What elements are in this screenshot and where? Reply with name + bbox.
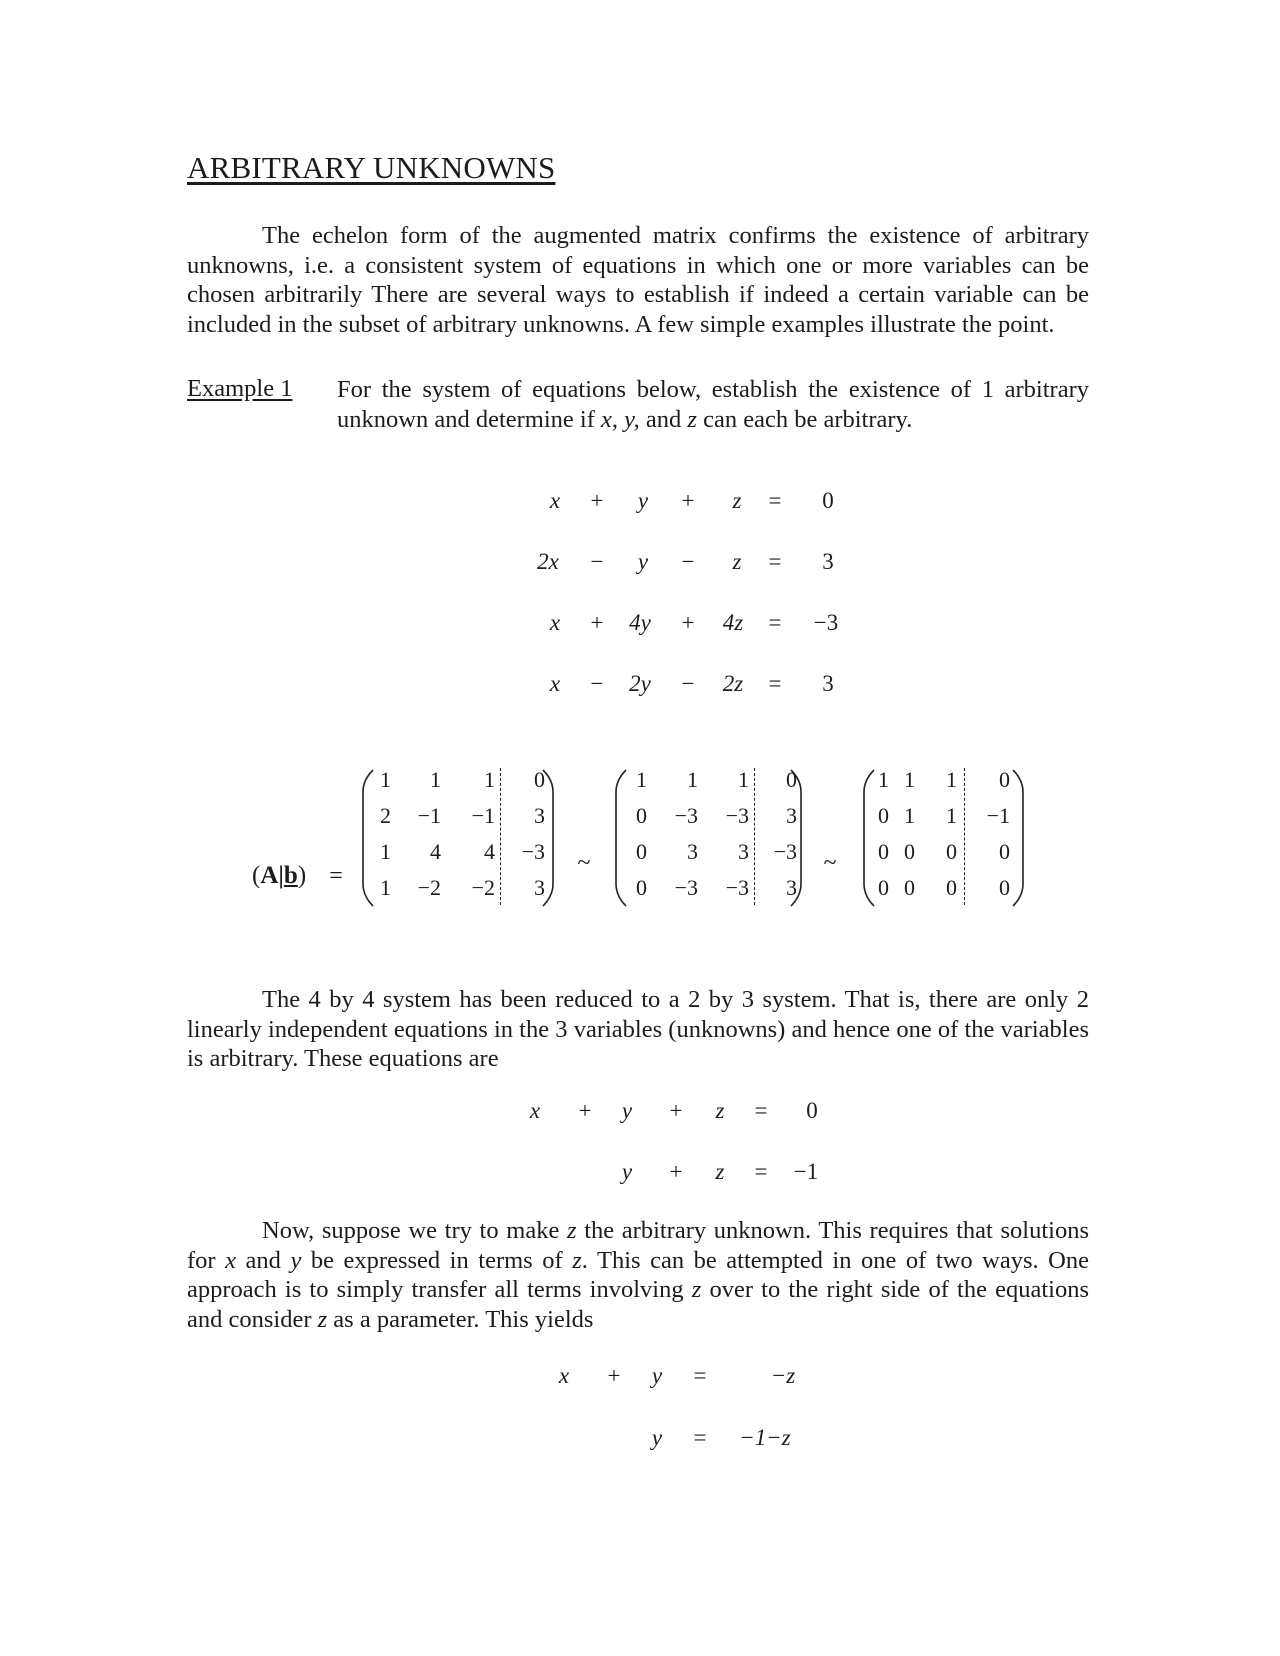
term: 4z bbox=[722, 610, 744, 635]
equals: = bbox=[754, 1159, 768, 1184]
matrix-cell: −3 bbox=[773, 839, 797, 864]
operator: + bbox=[607, 1363, 621, 1388]
rhs: −z bbox=[770, 1363, 796, 1388]
matrix-cell: 0 bbox=[786, 767, 797, 792]
matrix-cell: 0 bbox=[904, 875, 915, 900]
operator: + bbox=[681, 610, 695, 635]
matrix-cell: −3 bbox=[725, 803, 749, 828]
matrix-cell: 3 bbox=[786, 803, 797, 828]
matrix-cell: −2 bbox=[417, 875, 441, 900]
term: x bbox=[558, 1363, 570, 1388]
term: 4y bbox=[629, 610, 651, 635]
equals: = bbox=[768, 549, 782, 574]
row-equivalent-tilde: ~ bbox=[823, 850, 837, 876]
matrix-cell: 3 bbox=[786, 875, 797, 900]
equals: = bbox=[768, 610, 782, 635]
arbitrary-z-paragraph: Now, suppose we try to make z the arbitrary unknown. This requires that solutions for x and y be expressed in terms of z. This can be attempted in one of two ways. One approach is to simply transfer all terms involving z over to the right side of the equations and consider z as a parameter. This yields bbox=[187, 1217, 1089, 1333]
matrix-cell: −1 bbox=[471, 803, 495, 828]
augmented-matrix-label: (A|b) bbox=[252, 862, 307, 889]
term: y bbox=[651, 1363, 663, 1388]
matrix-cell: 1 bbox=[430, 767, 441, 792]
matrix-cell: 0 bbox=[878, 839, 889, 864]
matrix-cell: 1 bbox=[904, 803, 915, 828]
operator: + bbox=[590, 488, 604, 513]
example-text: For the system of equations below, establish the existence of 1 arbitrary unknown and determine if x, y, and z can each be arbitrary. bbox=[337, 376, 1089, 433]
matrix-cell: 0 bbox=[946, 839, 957, 864]
operator: − bbox=[590, 549, 604, 574]
term: x bbox=[549, 488, 561, 513]
intro-paragraph: The echelon form of the augmented matrix confirms the existence of arbitrary unknowns, i.e. a consistent system of equations in which one or more variables can be chosen arbitrarily There are several ways to establish if indeed a certain variable can be included in the subset of arbitrary unknowns. A few simple examples illustrate the point. bbox=[187, 222, 1089, 338]
augment-divider bbox=[500, 768, 501, 905]
matrix-cell: 1 bbox=[380, 875, 391, 900]
equals: = bbox=[754, 1098, 768, 1123]
matrix-cell: 0 bbox=[534, 767, 545, 792]
matrix-cell: 2 bbox=[380, 803, 391, 828]
term: z bbox=[732, 549, 742, 574]
left-paren bbox=[362, 768, 376, 908]
matrix-cell: −2 bbox=[471, 875, 495, 900]
matrix-cell: 1 bbox=[738, 767, 749, 792]
operator: + bbox=[669, 1098, 683, 1123]
matrix-cell: 0 bbox=[946, 875, 957, 900]
matrix-cell: 1 bbox=[946, 767, 957, 792]
equals: = bbox=[693, 1363, 707, 1388]
term: x bbox=[529, 1098, 541, 1123]
rhs: 0 bbox=[822, 488, 834, 513]
rhs: −1−z bbox=[739, 1425, 791, 1450]
matrix-cell: 0 bbox=[999, 767, 1010, 792]
equals: = bbox=[768, 671, 782, 696]
operator: + bbox=[669, 1159, 683, 1184]
matrix-cell: 1 bbox=[636, 767, 647, 792]
term: y bbox=[637, 488, 649, 513]
term: 2y bbox=[629, 671, 651, 696]
reduction-paragraph: The 4 by 4 system has been reduced to a 2 by 3 system. That is, there are only 2 linearly independent equations in the 3 variables (unknowns) and hence one of the variables is arbitrary. These equations are bbox=[187, 986, 1089, 1072]
matrix-cell: 0 bbox=[999, 839, 1010, 864]
operator: + bbox=[590, 610, 604, 635]
equals: = bbox=[693, 1425, 707, 1450]
left-paren bbox=[863, 768, 877, 908]
matrix-cell: −3 bbox=[521, 839, 545, 864]
matrix-cell: 4 bbox=[484, 839, 495, 864]
matrix-cell: 1 bbox=[380, 767, 391, 792]
matrix-cell: 0 bbox=[636, 839, 647, 864]
matrix-cell: −1 bbox=[417, 803, 441, 828]
matrix-cell: 0 bbox=[878, 803, 889, 828]
term: x bbox=[549, 610, 561, 635]
rhs: 0 bbox=[806, 1098, 818, 1123]
matrix-cell: −3 bbox=[725, 875, 749, 900]
term: z bbox=[715, 1159, 725, 1184]
operator: + bbox=[681, 488, 695, 513]
matrix-cell: 1 bbox=[484, 767, 495, 792]
operator: − bbox=[681, 671, 695, 696]
rhs: 3 bbox=[822, 671, 834, 696]
term: z bbox=[715, 1098, 725, 1123]
term: x bbox=[549, 671, 561, 696]
example-label: Example 1 bbox=[187, 375, 293, 402]
term: 2z bbox=[722, 671, 744, 696]
matrix-cell: 0 bbox=[636, 875, 647, 900]
matrix-cell: −1 bbox=[986, 803, 1010, 828]
term: y bbox=[637, 549, 649, 574]
matrix-cell: 1 bbox=[878, 767, 889, 792]
rhs: 3 bbox=[822, 549, 834, 574]
matrix-cell: 3 bbox=[687, 839, 698, 864]
equals-sign: = bbox=[329, 863, 343, 889]
matrix-cell: 0 bbox=[878, 875, 889, 900]
term: y bbox=[621, 1098, 633, 1123]
matrix-cell: 0 bbox=[999, 875, 1010, 900]
rhs: −3 bbox=[813, 610, 839, 635]
page-title: ARBITRARY UNKNOWNS bbox=[187, 150, 556, 185]
matrix-cell: 0 bbox=[636, 803, 647, 828]
right-paren bbox=[1010, 768, 1024, 908]
augment-divider bbox=[754, 768, 755, 905]
matrix-cell: 1 bbox=[946, 803, 957, 828]
row-equivalent-tilde: ~ bbox=[577, 850, 591, 876]
term: 2x bbox=[537, 549, 559, 574]
left-paren bbox=[615, 768, 629, 908]
term: y bbox=[651, 1425, 663, 1450]
matrix-cell: 1 bbox=[904, 767, 915, 792]
matrix-cell: 3 bbox=[534, 875, 545, 900]
matrix-cell: 1 bbox=[687, 767, 698, 792]
matrix-cell: −3 bbox=[674, 875, 698, 900]
matrix-cell: 3 bbox=[738, 839, 749, 864]
matrix-cell: 3 bbox=[534, 803, 545, 828]
matrix-cell: 1 bbox=[380, 839, 391, 864]
operator: + bbox=[578, 1098, 592, 1123]
term: y bbox=[621, 1159, 633, 1184]
matrix-cell: 4 bbox=[430, 839, 441, 864]
matrix-cell: −3 bbox=[674, 803, 698, 828]
equals: = bbox=[768, 488, 782, 513]
operator: − bbox=[681, 549, 695, 574]
operator: − bbox=[590, 671, 604, 696]
matrix-cell: 0 bbox=[904, 839, 915, 864]
term: z bbox=[732, 488, 742, 513]
rhs: −1 bbox=[793, 1159, 819, 1184]
augment-divider bbox=[964, 768, 965, 905]
